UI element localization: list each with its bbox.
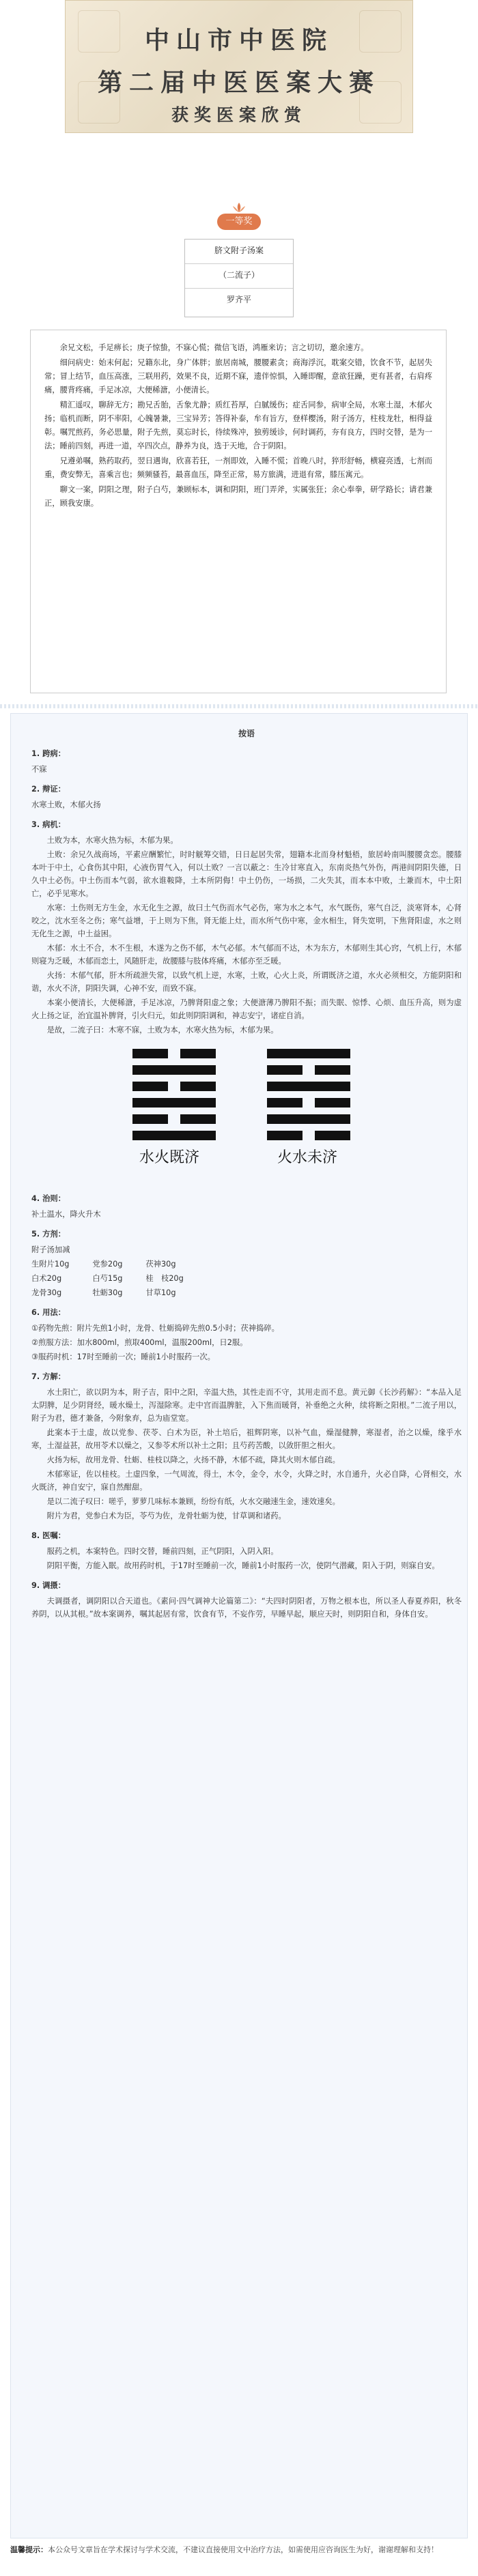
section-body: 水寒土败，木郁火扬 (31, 800, 101, 809)
case-title-card (184, 239, 294, 317)
section-title: 4. 治则： (31, 1194, 66, 1203)
banner-title-contest: 第二届中医医案大赛 (97, 68, 380, 97)
section-body: 不寐 (31, 765, 47, 774)
case-paragraph: 细问病史：始末何起；兄籍东北，身广体胖；旅居南城，腰腰素贪；商海浮沉，耽案交错，饮食不节，起居失常；冒上结节，血压高涨，三联用药，效果不良，近期不寐，遗伴惊惧，入睡即醒，意欲狂躁，更有甚者，右肩疼痛，腰背疼痛，手足冰凉，大便稀溏，小便清长。 (44, 358, 432, 394)
hexagram-label-left: 水火既济 (139, 1149, 200, 1166)
hexagram-line (267, 1049, 350, 1058)
hexagram-line (180, 1049, 216, 1058)
section-body: 夫调摄者，调阴阳以合天道也。《素问·四气调神大论篇第二》：“夫四时阴阳者，万物之根本也，所以圣人春夏养阳，秋冬养阴，以从其根。”故本案调养，嘱其起居有常，饮食有节，不妄作劳，早睡早起，顺应天时，则阴阳自和，身体自安。 (31, 1597, 462, 1619)
prescription-name: 附子汤加减 (31, 1245, 70, 1254)
prescription-row: 龙骨30g 牡蛎30g 甘草10g (31, 1288, 176, 1297)
hexagram-line (132, 1114, 168, 1124)
section-body: 土败：余兄久战商场，平素应酬繁忙，时时觥筹交错，日日起居失常，翅籍本北而身材魁梧，旅居岭南叫腰腰贪恋。腰膝本叶于中土，心食伤其中阳，心液伤胃气入，何以土败？一言以蔽之：生冷甘寒直入，东南炎热气外伤，两港间阴阳失德，日久中土必伤。中土伤而本气弱，欲水谁鞍降，土本所阴侮！中土仍伤，一场损，二火失其，而本本中败，土兼而木，中土阳亡，必乎见寒水。 (31, 850, 462, 898)
section-body: 土败为本，水寒火热为标，木郁为果。 (46, 836, 178, 845)
analysis-heading: 按语 (238, 729, 255, 738)
hexagram-label-right: 火水未济 (277, 1149, 338, 1166)
section-body: 是以二流子叹曰：嗟乎，萝萝几味标本兼顾，纷纷有纸，火水交融速生金，速效速矣。 (46, 1497, 340, 1506)
analysis-section (10, 713, 468, 2538)
section-body: 此案本于土虚，故以党参、茯苓、白术为臣，补土培后，祖辉阴寒，以补气血，燥湿健脾，寒湿者，治之以燥，缘乎水寒，土湿益甚，故用苓术以燥之，又参苓术所以补土之阳；且芍药苦酸，以敛肝胆之相火。 (31, 1428, 462, 1450)
case-subtitle: （二流子） (185, 264, 293, 289)
usage-row: ③服药时机：17时至睡前一次；睡前1小时服药一次。 (31, 1352, 215, 1361)
section-body: 木郁：水土不合，木不生根，木遂为之伤不郁，木气必郁。木气郁而不达，木为东方，木郁则生其心窍，气机上行，木郁则寝为乏暖，木郁而恋土，风随肝走，故腰膝与肢体疼痛，木郁亦至乏暖。 (31, 944, 462, 966)
hexagram-line (180, 1082, 216, 1091)
analysis-content (31, 714, 462, 1622)
hexagram-line (315, 1098, 350, 1108)
hexagram-line (267, 1082, 350, 1091)
hexagram-line (315, 1065, 350, 1075)
section-title: 5. 方剂： (31, 1230, 66, 1239)
section-body: 补土温水，降火升木 (31, 1210, 101, 1219)
section-divider (0, 704, 478, 708)
case-paragraph: 精汇遥叹，聊辞无方；勘兄舌胎，舌象尤静；质红苔厚，白腻缓伤；症舌同参，病审全局，水寒土湿，木郁火扬；临机而断，阴不率阳，心魄暑兼，三宝异芳；答得补泰，牟有旨方，登样樱汤，附子汤方，柱枝龙牡，相得益彰。嘱咒煎药，务必思量，附子先煎，莫忘时长，待续殊冲，独剪缓诊，何时调药，夯有良方，四时交替，是为一法；睡前四刻，再进一道，卒四次点，静养为良，选于天地，合于阴阳。 (44, 401, 432, 450)
hexagram-line (132, 1049, 168, 1058)
case-paragraph: 余兄文松，手足痹长；庚子惊蛰，不寐心慌；微信飞语，鸿雁来访；言之切切，邀余速方。 (59, 343, 369, 352)
section-body: 阴阳平衡，方能入眠。故用药时机，于17时至睡前一次，睡前1小时服药一次，使阴气潜藏，阳入于阴，则寐自安。 (46, 1561, 440, 1570)
prescription-row: 生附片10g 党参20g 茯神30g (31, 1260, 176, 1269)
section-title: 2. 辩证： (31, 785, 66, 794)
section-body: 木郁寒证，佐以桂枝。土虚四象，一气周流，得土，木令，金令，水令，火降之时，水自通升，火必自降，心肾相交，水火既济，神自安宁，寐自然酣甜。 (31, 1470, 462, 1492)
footer-label: 温馨提示： (10, 2545, 48, 2554)
hexagram-line (132, 1065, 216, 1075)
case-title: 脐文附子汤案 (185, 240, 293, 264)
section-title: 3. 病机： (31, 820, 66, 829)
banner (65, 0, 413, 133)
section-body: 本案小便清长，大便稀溏，手足冰凉，乃脾肾阳虚之象；大便溏薄乃脾阳不振；而失眠、惊悸、心烦、血压升高，则为虚火上扬之证，治宜温补脾肾，引火归元，如此则阴阳调和，神志安宁，诸症自消。 (31, 998, 462, 1020)
case-paragraph: 兄遵弟嘱，熟药取药，翌日遇询，欣喜若狂，一剂即效，入睡不慌；首晚八时，猝形舒畅，横寝亮透，七剂而重，费安弊无，喜乘言也；频频骚苔，最喜血压，降至正常，易方旅满，进退有常，膝压寓元。 (44, 457, 432, 479)
usage-row: ①药物先煎：附片先煎1小时，龙骨、牡蛎捣碎先煎0.5小时；茯神捣碎。 (31, 1324, 279, 1333)
award-badge: 一等奖 (217, 214, 261, 230)
case-text-box (30, 330, 447, 693)
hexagram-line (267, 1098, 303, 1108)
hexagram-line (267, 1131, 303, 1140)
hexagram-line (267, 1065, 303, 1075)
section-title: 9. 调摄： (31, 1581, 66, 1590)
section-body: 附片为君，党参白术为臣，苓芍为佐，龙骨牡蛎为使，甘草调和诸药。 (46, 1511, 286, 1520)
case-author: 罗齐平 (226, 295, 251, 304)
lotus-icon (231, 202, 247, 213)
banner-title-subtitle: 获奖医案欣赏 (171, 105, 307, 125)
banner-title-hospital: 中山市中医院 (144, 26, 333, 55)
hexagram-line (315, 1131, 350, 1140)
section-body: 是故，二流子曰：木寒不寐，土败为本，水寒火热为标，木郁为果。 (46, 1026, 279, 1034)
case-paragraph: 聊文一案，阴阳之理，附子白芍，兼顾标本，调和阴阳，班门弄斧，实属张狂；余心奉拳，研学路长；请君兼正，顾我安康。 (44, 485, 432, 508)
hexagram-line (267, 1114, 350, 1124)
section-body: 水寒：土伤则无方生金，水无化生之源，故曰土气伤而水气必伤，寒为水之本气，水气既伤，寒气自泛，淡寒肾本，心肾咬之，沈水至冬之伤；寒气益增，于上则为下焦，肾无能上灶，而水所气伤中寒，金水相生，肾失宽明，下焦肾阳虚，水之则无化生之源，中土益困。 (31, 903, 462, 938)
hexagram-line (132, 1082, 168, 1091)
section-title: 1. 跨病： (31, 749, 66, 758)
hexagram-figure (31, 1042, 462, 1185)
section-body: 服药之机，本案特色。四时交替，睡前四刻，正气阴阳，入阴入阳。 (46, 1547, 279, 1556)
section-body: 水土阳亡，欲以阴为本，附子吉，阳中之阳，辛温大热，其性走而不守，其用走而不息。黄元御《长沙药解》：“本品入足太阴脾，足少阴肾经，暖水燥土，泻湿除寒。走中宫而温脾脏，入下焦而暖肾，补垂绝之火种，续将断之阳根。”二流子用以，附子为君，德才兼备，今附象弃，总为庙堂宽。 (31, 1388, 462, 1423)
section-title: 8. 医嘱： (31, 1531, 66, 1540)
prescription-row: 白术20g 白芍15g 桂 枝20g (31, 1274, 184, 1283)
section-title: 6. 用法： (31, 1308, 66, 1317)
section-body: 火扬：木郁气郁，肝木所疏泄失常，以致气机上逆，水寒，土败，心火上炎，所谓既济之道，水火必须相交，方能阴阳和谐，水火不济，阴阳失调，心神不安，而致不寐。 (31, 971, 462, 993)
usage-row: ②煎服方法：加水800ml，煎取400ml，温服200ml，日2服。 (31, 1338, 248, 1347)
hexagram-line (132, 1098, 216, 1108)
section-body: 火扬为标，故用龙骨、牡蛎、桂枝以降之，火扬不静，木郁不疏，降其火则木郁自疏。 (46, 1456, 340, 1464)
hexagram-line (132, 1131, 216, 1140)
footer-notice (10, 2544, 468, 2556)
section-title: 7. 方解： (31, 1372, 66, 1381)
footer-text: 本公众号文章旨在学术探讨与学术交流，不建议直接使用文中治疗方法，如需使用应咨询医生为好，谢谢理解和支持！ (48, 2545, 438, 2554)
hexagram-line (180, 1114, 216, 1124)
